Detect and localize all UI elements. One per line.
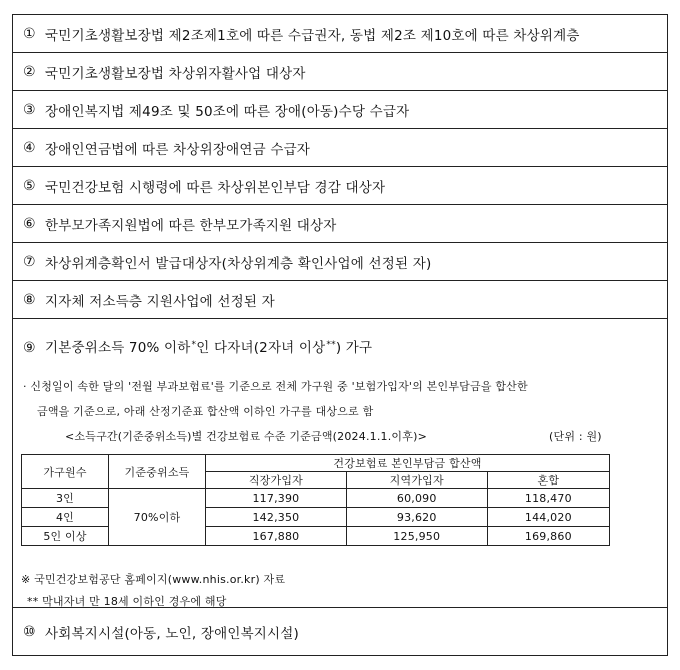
subheader-mixed: 혼합 [487,472,609,489]
item-9-text-b: 인 다자녀(2자녀 이상 [196,340,326,356]
note-line-1: · 신청일이 속한 달의 '전월 부과보험료'를 기준으로 전체 가구원 중 '보험가입자'의 본인부담금을 합산한 [23,380,528,393]
footnote-child-age: ** 막내자녀 만 18세 이하인 경우에 해당 [27,595,227,608]
footnote-mark-single: * [191,339,197,350]
item-number: ④ [23,139,36,156]
table-header-row [22,455,610,472]
item-number: ③ [23,101,36,118]
list-item [13,243,667,281]
list-item [13,205,667,243]
cell-household: 4인 [22,508,109,527]
unit-label: (단위 : 원) [549,430,602,443]
cell-household: 3인 [22,489,109,508]
list-item [13,608,667,655]
list-item [13,15,667,53]
cell-regional: 93,620 [346,508,487,527]
cell-mixed: 169,860 [487,527,609,546]
list-item [13,281,667,319]
cell-workplace: 117,390 [206,489,347,508]
header-group: 건강보험료 본인부담금 합산액 [206,455,610,472]
item-text: 장애인복지법 제49조 및 50조에 따른 장애(아동)수당 수급자 [45,103,410,120]
item-text: 국민기초생활보장법 차상위자활사업 대상자 [45,65,306,82]
cell-workplace: 142,350 [206,508,347,527]
cell-mixed: 118,470 [487,489,609,508]
item-text: 국민건강보험 시행령에 따른 차상위본인부담 경감 대상자 [45,179,386,196]
item-number: ⑤ [23,177,36,194]
item-number: ⑦ [23,253,36,270]
cell-regional: 60,090 [346,489,487,508]
note-line-2: 금액을 기준으로, 아래 산정기준표 합산액 이하인 가구를 대상으로 함 [37,405,374,418]
cell-workplace: 167,880 [206,527,347,546]
eligibility-list-box [12,14,668,656]
table-row [22,489,610,508]
header-household: 가구원수 [22,455,109,489]
cell-regional: 125,950 [346,527,487,546]
list-item [13,91,667,129]
item-9-text-a: 기본중위소득 70% 이하 [45,340,191,356]
subheader-regional: 지역가입자 [346,472,487,489]
subheader-workplace: 직장가입자 [206,472,347,489]
item-number: ① [23,25,36,42]
item-number: ⑧ [23,291,36,308]
list-item-9 [13,319,667,608]
item-text: 지자체 저소득층 지원사업에 선정된 자 [45,293,275,310]
header-income: 기준중위소득 [109,455,206,489]
item-number: ⑥ [23,215,36,232]
item-9-text-c: ) 가구 [335,340,373,356]
footnote-source: ※ 국민건강보험공단 홈페이지(www.nhis.or.kr) 자료 [21,573,286,586]
item-number: ⑩ [23,623,36,640]
cell-income: 70%이하 [109,489,206,546]
list-item [13,129,667,167]
item-9-heading [23,336,372,356]
list-item [13,167,667,205]
item-text: 차상위계층확인서 발급대상자(차상위계층 확인사업에 선정된 자) [45,255,432,272]
item-text: 국민기초생활보장법 제2조제1호에 따른 수급권자, 동법 제2조 제10호에 따른 차상위계층 [45,27,580,44]
cell-household: 5인 이상 [22,527,109,546]
footnote-mark-double: ** [326,339,336,350]
item-text: 장애인연금법에 따른 차상위장애연금 수급자 [45,141,311,158]
premium-table [21,454,610,546]
item-number: ⑨ [23,340,36,356]
item-text: 사회복지시설(아동, 노인, 장애인복지시설) [45,625,299,642]
list-item [13,53,667,91]
item-text: 한부모가족지원법에 따른 한부모가족지원 대상자 [45,217,337,234]
table-caption: <소득구간(기준중위소득)별 건강보험료 수준 기준금액(2024.1.1.이후)> [65,430,427,443]
cell-mixed: 144,020 [487,508,609,527]
item-number: ② [23,63,36,80]
